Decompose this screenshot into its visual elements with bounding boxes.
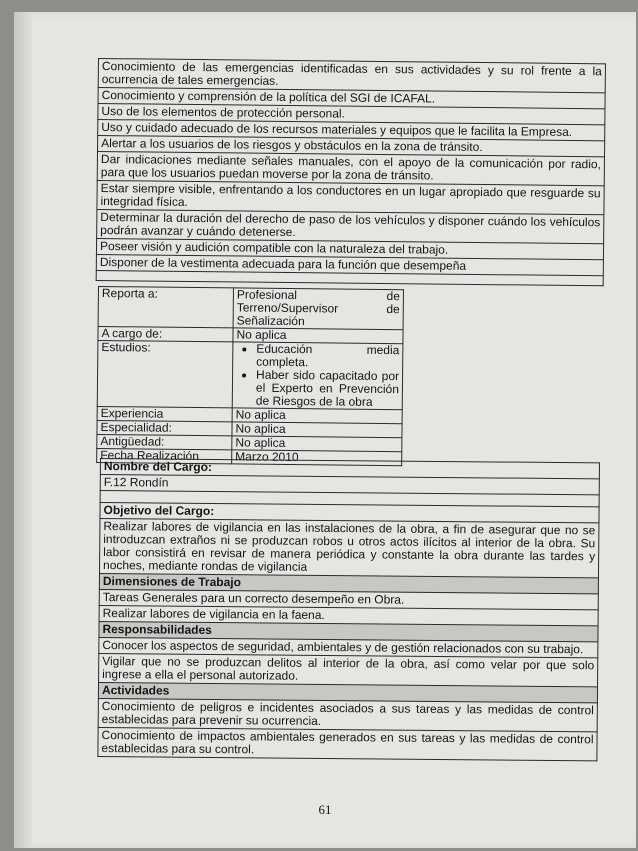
estudios-label: Estudios: (97, 341, 233, 408)
fecha-label: Fecha Realización (97, 448, 232, 463)
activity-row: Dar indicaciones mediante señales manuales, con el apoyo de la comunicación por radio, para que los usuarios puedan moverse por la zona de tránsito. (97, 152, 604, 186)
responsabilidades-item: Conocer los aspectos de seguridad, ambientales y de gestión relacionados con su trabajo. (99, 637, 598, 657)
cargo-value: No aplica (233, 328, 403, 344)
antiguedad-value: No aplica (232, 436, 402, 452)
fecha-value: Marzo 2010 (232, 450, 402, 466)
actividades-item: Conocimiento de impactos ambientales generados en sus tareas y las medidas de control establecidas para su control. (98, 727, 597, 760)
objetivo-text: Realizar labores de vigilancia en las instalaciones de la obra, a fin de asegurar que no se introduzcan extraños ni se produzcan robos u otros actos ilícitos al interior de la obra. Su labor consistirá en revisar de manera periódica y constante la obra durante las tardes y noches, mediante rondas de vigilancia (99, 519, 598, 578)
dimensiones-item: Tareas Generales para un correcto desempeño en Obra. (99, 589, 598, 609)
especialidad-label: Especialidad: (97, 420, 232, 435)
cargo-label: A cargo de: (98, 327, 233, 342)
estudios-list (236, 342, 400, 409)
responsabilidades-header: Responsabilidades (99, 621, 598, 641)
activity-row: Uso y cuidado adecuado de los recursos materiales y equipos que le facilita la Empresa. (98, 120, 605, 141)
profile-table (96, 286, 404, 466)
activity-row: Uso de los elementos de protección personal. (98, 104, 605, 125)
activity-row: Conocimiento y comprensión de la política del SGI de ICAFAL. (98, 88, 605, 109)
nombre-cargo-value: F.12 Rondín (100, 475, 599, 495)
reporta-value: Profesional de Terreno/Supervisor de Señalización (233, 288, 403, 330)
page-number: 61 (318, 802, 332, 817)
activity-row: Estar siempre visible, enfrentando a los conductores en un lugar apropiado que resguarde su integridad física. (97, 180, 604, 214)
dimensiones-header: Dimensiones de Trabajo (99, 573, 598, 593)
activities-table (96, 58, 606, 286)
especialidad-value: No aplica (232, 422, 402, 438)
responsabilidades-item: Vigilar que no se produzcan delitos al interior de la obra, así como velar por que solo ingrese a ella el personal autorizado. (99, 653, 598, 686)
estudios-item: • Haber sido capacitado por el Experto en Prevención de Riesgos de la obra (256, 369, 399, 409)
antiguedad-label: Antigüedad: (97, 434, 232, 449)
actividades-item: Conocimiento de peligros e incidentes asociados a sus tareas y las medidas de control establecidas para prevenir su ocurrencia. (98, 698, 597, 731)
activity-row: Conocimiento de las emergencias identificadas en sus actividades y su rol frente a la ocurrencia de tales emergencias. (98, 59, 605, 93)
estudios-value (232, 342, 403, 410)
experiencia-value: No aplica (232, 408, 402, 424)
activity-row: Disponer de la vestimenta adecuada para la función que desempeña (96, 254, 603, 275)
reporta-label: Reporta a: (98, 287, 233, 328)
activity-row: Poseer visión y audición compatible con la naturaleza del trabajo. (96, 238, 603, 259)
nombre-cargo-label: Nombre del Cargo: (100, 459, 599, 479)
experiencia-label: Experiencia (97, 406, 232, 421)
dimensiones-item: Realizar labores de vigilancia en la faena. (99, 605, 598, 625)
activity-row: Determinar la duración del derecho de paso de los vehículos y disponer cuándo los vehículos podrán avanzar y cuándo detenerse. (97, 209, 604, 243)
document-page (14, 12, 636, 848)
estudios-item: • Educación media completa. (256, 343, 399, 370)
activity-row: Alertar a los usuarios de los riesgos y obstáculos en la zona de tránsito. (98, 136, 605, 157)
job-description-table (97, 458, 600, 761)
actividades-header: Actividades (98, 682, 597, 702)
page-binding-shadow (14, 12, 32, 848)
objetivo-label: Objetivo del Cargo: (100, 503, 599, 523)
